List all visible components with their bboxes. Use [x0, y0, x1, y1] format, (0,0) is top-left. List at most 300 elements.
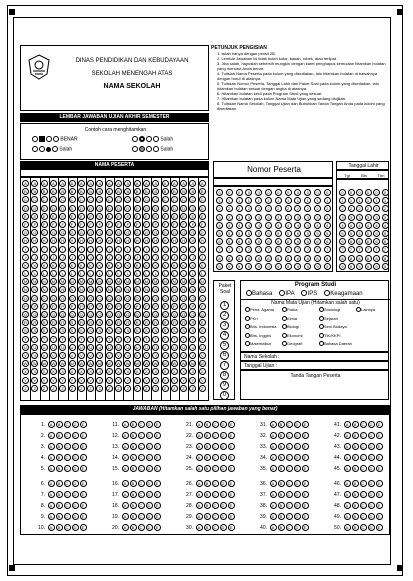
answer-bubble[interactable]: D [294, 432, 301, 439]
answer-bubble[interactable]: A [270, 513, 277, 520]
answer-bubble[interactable]: A [270, 421, 277, 428]
name-bubble[interactable]: Q [89, 312, 93, 317]
name-bubble[interactable]: W [107, 361, 112, 367]
answer-bubble[interactable]: C [286, 513, 293, 520]
name-bubble[interactable]: N [78, 286, 85, 293]
nomor-bubble[interactable]: 7 [324, 246, 331, 253]
name-bubble[interactable]: U [69, 344, 76, 351]
name-bubble[interactable]: Y [171, 377, 178, 384]
name-bubble[interactable]: C [189, 196, 196, 203]
name-bubble[interactable]: Y [41, 377, 48, 384]
tanggal-bubble[interactable]: 3 [382, 214, 389, 221]
mapel-radio[interactable] [319, 307, 324, 312]
answer-bubble[interactable]: C [360, 502, 367, 509]
answer-bubble[interactable]: B [130, 524, 137, 531]
name-bubble[interactable]: O [70, 295, 74, 301]
nomor-bubble[interactable]: 1 [236, 197, 243, 204]
name-bubble[interactable]: Z [106, 385, 113, 392]
nomor-bubble[interactable]: 6 [265, 238, 272, 245]
name-bubble[interactable]: W [42, 361, 46, 367]
name-bubble[interactable]: V [162, 352, 169, 359]
paket-bubble[interactable]: 3 [220, 321, 229, 330]
name-bubble[interactable]: B [22, 188, 29, 195]
name-bubble[interactable]: D [106, 205, 113, 212]
mapel-radio[interactable] [245, 316, 250, 321]
tanggal-bubble[interactable]: 4 [348, 222, 355, 229]
mapel-radio[interactable] [245, 341, 250, 346]
name-bubble[interactable]: F [171, 221, 178, 228]
mapel-option[interactable] [244, 341, 271, 346]
answer-bubble[interactable]: B [278, 502, 285, 509]
name-bubble[interactable]: L [134, 270, 141, 277]
answer-bubble[interactable]: E [80, 465, 87, 472]
nomor-bubble[interactable]: 6 [275, 238, 282, 245]
answer-bubble[interactable]: B [56, 432, 63, 439]
answer-bubble[interactable]: C [138, 513, 145, 520]
nomor-bubble[interactable]: 4 [304, 222, 311, 229]
nomor-bubble[interactable]: 4 [285, 222, 292, 229]
name-bubble[interactable]: Q [107, 312, 111, 317]
name-bubble[interactable]: K [180, 262, 187, 269]
name-bubble[interactable]: C [22, 196, 29, 203]
answer-bubble[interactable]: D [72, 432, 79, 439]
name-bubble[interactable]: Y [162, 377, 169, 384]
mapel-radio[interactable] [282, 307, 287, 312]
name-bubble[interactable]: K [87, 262, 94, 269]
name-bubble[interactable]: X [143, 368, 150, 375]
nomor-bubble[interactable]: 4 [226, 222, 233, 229]
answer-bubble[interactable]: C [138, 454, 145, 461]
answer-bubble[interactable]: C [64, 491, 71, 498]
name-bubble[interactable]: M [98, 279, 102, 285]
name-bubble[interactable]: L [96, 270, 103, 277]
tanggal-bubble[interactable]: 0 [365, 189, 372, 196]
name-bubble[interactable]: C [134, 196, 141, 203]
name-bubble[interactable]: P [199, 303, 206, 310]
answer-bubble[interactable]: C [360, 524, 367, 531]
nomor-bubble[interactable]: 9 [294, 263, 301, 270]
name-bubble[interactable]: V [59, 352, 66, 359]
name-bubble[interactable]: O [126, 295, 130, 301]
nomor-bubble[interactable]: 2 [255, 205, 262, 212]
answer-bubble[interactable]: E [80, 513, 87, 520]
nomor-bubble[interactable]: 1 [216, 197, 223, 204]
tanggal-bubble[interactable]: 0 [373, 189, 380, 196]
name-bubble[interactable]: H [189, 237, 196, 244]
name-bubble[interactable]: X [180, 368, 187, 375]
name-bubble[interactable]: P [87, 303, 94, 310]
nomor-bubble[interactable]: 8 [245, 255, 252, 262]
nomor-bubble[interactable]: 6 [314, 238, 321, 245]
name-bubble[interactable]: T [41, 336, 48, 343]
answer-bubble[interactable]: E [376, 432, 383, 439]
name-bubble[interactable]: S [199, 327, 206, 334]
answer-bubble[interactable]: D [72, 513, 79, 520]
answer-bubble[interactable]: A [270, 524, 277, 531]
answer-bubble[interactable]: E [376, 421, 383, 428]
tanggal-bubble[interactable]: 1 [365, 197, 372, 204]
answer-bubble[interactable]: C [212, 432, 219, 439]
name-bubble[interactable]: K [41, 262, 48, 269]
name-bubble[interactable]: V [189, 352, 196, 359]
name-bubble[interactable]: Z [31, 385, 38, 392]
name-bubble[interactable]: G [107, 230, 111, 236]
answer-bubble[interactable]: A [270, 443, 277, 450]
answer-bubble[interactable]: B [204, 491, 211, 498]
name-bubble[interactable]: U [22, 344, 29, 351]
answer-bubble[interactable]: A [48, 454, 55, 461]
nomor-bubble[interactable]: 1 [245, 197, 252, 204]
tanggal-bubble[interactable]: 9 [339, 263, 346, 270]
answer-bubble[interactable]: B [204, 480, 211, 487]
name-bubble[interactable]: Q [191, 312, 195, 317]
answer-bubble[interactable]: B [352, 502, 359, 509]
name-bubble[interactable]: G [163, 230, 167, 236]
answer-bubble[interactable]: C [138, 443, 145, 450]
name-bubble[interactable]: P [134, 303, 141, 310]
name-bubble[interactable]: D [69, 205, 76, 212]
name-bubble[interactable]: R [31, 319, 38, 326]
name-bubble[interactable]: J [50, 254, 57, 261]
name-bubble[interactable]: J [31, 254, 38, 261]
name-bubble[interactable]: D [96, 205, 103, 212]
name-bubble[interactable]: H [171, 237, 178, 244]
name-bubble[interactable]: P [143, 303, 150, 310]
answer-bubble[interactable]: B [204, 513, 211, 520]
answer-bubble[interactable]: C [286, 524, 293, 531]
tanggal-bubble[interactable]: 1 [348, 197, 355, 204]
nomor-bubble[interactable]: 6 [216, 238, 223, 245]
name-bubble[interactable]: E [171, 213, 178, 220]
name-bubble[interactable]: I [152, 246, 159, 253]
name-bubble[interactable]: R [59, 319, 66, 326]
name-bubble[interactable]: E [87, 213, 94, 220]
name-bubble[interactable]: S [87, 327, 94, 334]
nomor-bubble[interactable]: 7 [314, 246, 321, 253]
nomor-bubble[interactable]: 3 [304, 214, 311, 221]
nomor-bubble[interactable]: 1 [314, 197, 321, 204]
answer-bubble[interactable]: D [294, 513, 301, 520]
nomor-bubble[interactable]: 0 [304, 189, 311, 196]
name-bubble[interactable]: A [152, 180, 159, 187]
answer-bubble[interactable]: C [360, 421, 367, 428]
name-bubble[interactable]: Y [115, 377, 122, 384]
nomor-bubble[interactable]: 5 [275, 230, 282, 237]
tanggal-bubble[interactable]: 3 [356, 214, 363, 221]
name-bubble[interactable]: Z [41, 385, 48, 392]
name-bubble[interactable]: I [59, 246, 66, 253]
name-bubble[interactable]: K [106, 262, 113, 269]
name-bubble[interactable]: N [31, 286, 38, 293]
tanggal-bubble[interactable]: 6 [365, 238, 372, 245]
answer-bubble[interactable]: E [228, 465, 235, 472]
name-bubble[interactable]: T [31, 336, 38, 343]
answer-bubble[interactable]: B [130, 443, 137, 450]
nomor-bubble[interactable]: 2 [294, 205, 301, 212]
mapel-radio[interactable] [356, 307, 361, 312]
nomor-bubble[interactable]: 3 [255, 214, 262, 221]
name-bubble[interactable]: P [115, 303, 122, 310]
nomor-bubble[interactable]: 1 [226, 197, 233, 204]
name-bubble[interactable]: G [23, 230, 28, 236]
name-bubble[interactable]: I [162, 246, 169, 253]
name-bubble[interactable]: D [180, 205, 187, 212]
tanggal-bubble[interactable]: 7 [382, 246, 389, 253]
nomor-bubble[interactable]: 8 [294, 255, 301, 262]
name-bubble[interactable]: W [200, 361, 205, 367]
answer-bubble[interactable]: A [196, 491, 203, 498]
answer-bubble[interactable]: E [376, 465, 383, 472]
name-bubble[interactable]: L [189, 270, 196, 277]
answer-bubble[interactable]: C [286, 421, 293, 428]
name-bubble[interactable]: Y [69, 377, 76, 384]
answer-bubble[interactable]: E [154, 513, 161, 520]
answer-bubble[interactable]: A [48, 502, 55, 509]
name-bubble[interactable]: B [180, 188, 187, 195]
name-bubble[interactable]: R [69, 319, 76, 326]
answer-bubble[interactable]: D [294, 480, 301, 487]
name-bubble[interactable]: L [78, 270, 85, 277]
name-bubble[interactable]: X [59, 368, 66, 375]
name-bubble[interactable]: V [78, 352, 85, 359]
tanggal-bubble[interactable]: 5 [373, 230, 380, 237]
answer-bubble[interactable]: D [368, 480, 375, 487]
name-bubble[interactable]: R [189, 319, 196, 326]
answer-bubble[interactable]: C [286, 502, 293, 509]
name-bubble[interactable]: F [22, 221, 29, 228]
answer-bubble[interactable]: B [278, 465, 285, 472]
answer-bubble[interactable]: E [228, 421, 235, 428]
name-bubble[interactable]: S [31, 327, 38, 334]
tanggal-bubble[interactable]: 4 [365, 222, 372, 229]
name-bubble[interactable]: H [115, 237, 122, 244]
answer-bubble[interactable]: C [64, 465, 71, 472]
answer-bubble[interactable]: C [138, 491, 145, 498]
name-bubble[interactable]: K [189, 262, 196, 269]
name-bubble[interactable]: R [124, 319, 131, 326]
answer-bubble[interactable]: A [344, 480, 351, 487]
name-bubble[interactable]: V [41, 352, 48, 359]
nomor-bubble[interactable]: 6 [294, 238, 301, 245]
answer-bubble[interactable]: B [352, 421, 359, 428]
name-bubble[interactable]: G [51, 230, 55, 236]
name-bubble[interactable]: J [106, 254, 113, 261]
name-bubble[interactable]: E [152, 213, 159, 220]
name-bubble[interactable]: L [180, 270, 187, 277]
name-bubble[interactable]: I [134, 246, 141, 253]
nomor-bubble[interactable]: 3 [245, 214, 252, 221]
name-bubble[interactable]: K [22, 262, 29, 269]
name-bubble[interactable]: C [41, 196, 48, 203]
answer-bubble[interactable]: E [376, 524, 383, 531]
answer-bubble[interactable]: C [212, 513, 219, 520]
name-bubble[interactable]: A [22, 180, 29, 187]
name-bubble[interactable]: H [152, 237, 159, 244]
answer-bubble[interactable]: C [64, 513, 71, 520]
answer-bubble[interactable]: D [220, 432, 227, 439]
name-bubble[interactable]: L [143, 270, 150, 277]
answer-bubble[interactable]: A [344, 524, 351, 531]
name-bubble[interactable]: T [96, 336, 103, 343]
answer-bubble[interactable]: A [196, 480, 203, 487]
answer-bubble[interactable]: D [220, 513, 227, 520]
name-bubble[interactable]: V [134, 352, 141, 359]
answer-bubble[interactable]: D [368, 524, 375, 531]
name-bubble[interactable]: I [41, 246, 48, 253]
name-bubble[interactable]: F [124, 221, 131, 228]
answer-bubble[interactable]: D [294, 491, 301, 498]
mapel-option[interactable] [281, 341, 302, 346]
answer-bubble[interactable]: B [56, 443, 63, 450]
tanggal-bubble[interactable]: 3 [339, 214, 346, 221]
name-bubble[interactable]: X [162, 368, 169, 375]
name-bubble[interactable]: T [152, 336, 159, 343]
name-bubble[interactable]: G [42, 230, 46, 236]
mapel-option[interactable] [281, 316, 297, 321]
name-bubble[interactable]: D [134, 205, 141, 212]
tanggal-bubble[interactable]: 8 [339, 255, 346, 262]
nomor-bubble[interactable]: 9 [304, 263, 311, 270]
answer-bubble[interactable]: C [138, 524, 145, 531]
name-bubble[interactable]: R [152, 319, 159, 326]
nomor-bubble[interactable]: 4 [294, 222, 301, 229]
nomor-bubble[interactable]: 4 [255, 222, 262, 229]
answer-bubble[interactable]: E [302, 465, 309, 472]
answer-bubble[interactable]: D [146, 513, 153, 520]
name-bubble[interactable]: Y [134, 377, 141, 384]
name-bubble[interactable]: E [50, 213, 57, 220]
tanggal-bubble[interactable]: 9 [348, 263, 355, 270]
name-bubble[interactable]: U [189, 344, 196, 351]
answer-bubble[interactable]: A [122, 432, 129, 439]
name-bubble[interactable]: J [115, 254, 122, 261]
name-bubble[interactable]: L [41, 270, 48, 277]
name-bubble[interactable]: X [199, 368, 206, 375]
name-bubble[interactable]: V [31, 352, 38, 359]
name-bubble[interactable]: R [22, 319, 29, 326]
paket-bubble[interactable]: 9 [220, 381, 229, 390]
name-bubble[interactable]: G [191, 230, 195, 236]
tanggal-bubble[interactable]: 0 [356, 189, 363, 196]
answer-bubble[interactable]: E [154, 524, 161, 531]
nomor-bubble[interactable]: 9 [314, 263, 321, 270]
answer-bubble[interactable]: B [278, 443, 285, 450]
name-bubble[interactable]: P [41, 303, 48, 310]
name-bubble[interactable]: D [115, 205, 122, 212]
answer-bubble[interactable]: B [130, 513, 137, 520]
name-bubble[interactable]: A [162, 180, 169, 187]
answer-bubble[interactable]: D [294, 421, 301, 428]
tanggal-bubble[interactable]: 3 [348, 214, 355, 221]
nomor-bubble[interactable]: 6 [304, 238, 311, 245]
nomor-bubble[interactable]: 7 [245, 246, 252, 253]
nomor-bubble[interactable]: 7 [216, 246, 223, 253]
name-bubble[interactable]: B [189, 188, 196, 195]
answer-bubble[interactable]: C [360, 491, 367, 498]
answer-bubble[interactable]: E [302, 480, 309, 487]
nomor-bubble[interactable]: 0 [324, 189, 331, 196]
nomor-bubble[interactable]: 4 [236, 222, 243, 229]
name-bubble[interactable]: V [199, 352, 206, 359]
answer-bubble[interactable]: A [196, 421, 203, 428]
name-bubble[interactable]: U [106, 344, 113, 351]
name-bubble[interactable]: T [180, 336, 187, 343]
answer-bubble[interactable]: B [56, 524, 63, 531]
answer-bubble[interactable]: E [302, 432, 309, 439]
name-bubble[interactable]: Y [124, 377, 131, 384]
name-bubble[interactable]: P [171, 303, 178, 310]
name-bubble[interactable]: X [106, 368, 113, 375]
name-bubble[interactable]: A [31, 180, 38, 187]
name-bubble[interactable]: Z [87, 385, 94, 392]
answer-bubble[interactable]: B [278, 513, 285, 520]
mapel-option[interactable] [244, 316, 258, 321]
answer-bubble[interactable]: D [146, 491, 153, 498]
name-bubble[interactable]: H [180, 237, 187, 244]
name-bubble[interactable]: S [162, 327, 169, 334]
name-bubble[interactable]: Q [33, 312, 37, 317]
answer-bubble[interactable]: A [344, 421, 351, 428]
name-bubble[interactable]: M [181, 279, 186, 285]
answer-bubble[interactable]: C [64, 421, 71, 428]
name-bubble[interactable]: A [115, 180, 122, 187]
answer-bubble[interactable]: E [228, 513, 235, 520]
name-bubble[interactable]: S [180, 327, 187, 334]
name-bubble[interactable]: T [115, 336, 122, 343]
answer-bubble[interactable]: C [212, 491, 219, 498]
name-bubble[interactable]: P [124, 303, 131, 310]
answer-bubble[interactable]: C [360, 432, 367, 439]
tanggal-bubble[interactable]: 0 [339, 189, 346, 196]
answer-bubble[interactable]: E [80, 421, 87, 428]
answer-bubble[interactable]: E [228, 524, 235, 531]
name-bubble[interactable]: B [41, 188, 48, 195]
name-bubble[interactable]: S [22, 327, 29, 334]
nomor-bubble[interactable]: 8 [285, 255, 292, 262]
name-bubble[interactable]: C [31, 196, 38, 203]
name-bubble[interactable]: T [87, 336, 94, 343]
name-bubble[interactable]: W [51, 361, 56, 367]
name-bubble[interactable]: M [107, 279, 111, 285]
name-bubble[interactable]: K [143, 262, 150, 269]
answer-bubble[interactable]: B [204, 432, 211, 439]
name-bubble[interactable]: B [199, 188, 206, 195]
answer-bubble[interactable]: E [80, 480, 87, 487]
tanggal-bubble[interactable]: 7 [339, 246, 346, 253]
answer-bubble[interactable]: B [130, 432, 137, 439]
name-bubble[interactable]: T [59, 336, 66, 343]
name-bubble[interactable]: O [98, 295, 102, 301]
mapel-radio[interactable] [282, 341, 287, 346]
name-bubble[interactable]: L [50, 270, 57, 277]
nomor-bubble[interactable]: 0 [265, 189, 272, 196]
name-bubble[interactable]: D [41, 205, 48, 212]
name-bubble[interactable]: M [163, 279, 167, 285]
name-bubble[interactable]: B [115, 188, 122, 195]
name-bubble[interactable]: L [69, 270, 76, 277]
answer-bubble[interactable]: B [56, 454, 63, 461]
answer-bubble[interactable]: E [154, 432, 161, 439]
name-bubble[interactable]: N [134, 286, 141, 293]
name-bubble[interactable]: P [152, 303, 159, 310]
name-bubble[interactable]: G [182, 230, 186, 236]
name-bubble[interactable]: S [152, 327, 159, 334]
name-bubble[interactable]: N [162, 286, 169, 293]
nomor-bubble[interactable]: 7 [285, 246, 292, 253]
nomor-bubble[interactable]: 3 [285, 214, 292, 221]
name-bubble[interactable]: D [189, 205, 196, 212]
name-bubble[interactable]: W [153, 361, 158, 367]
